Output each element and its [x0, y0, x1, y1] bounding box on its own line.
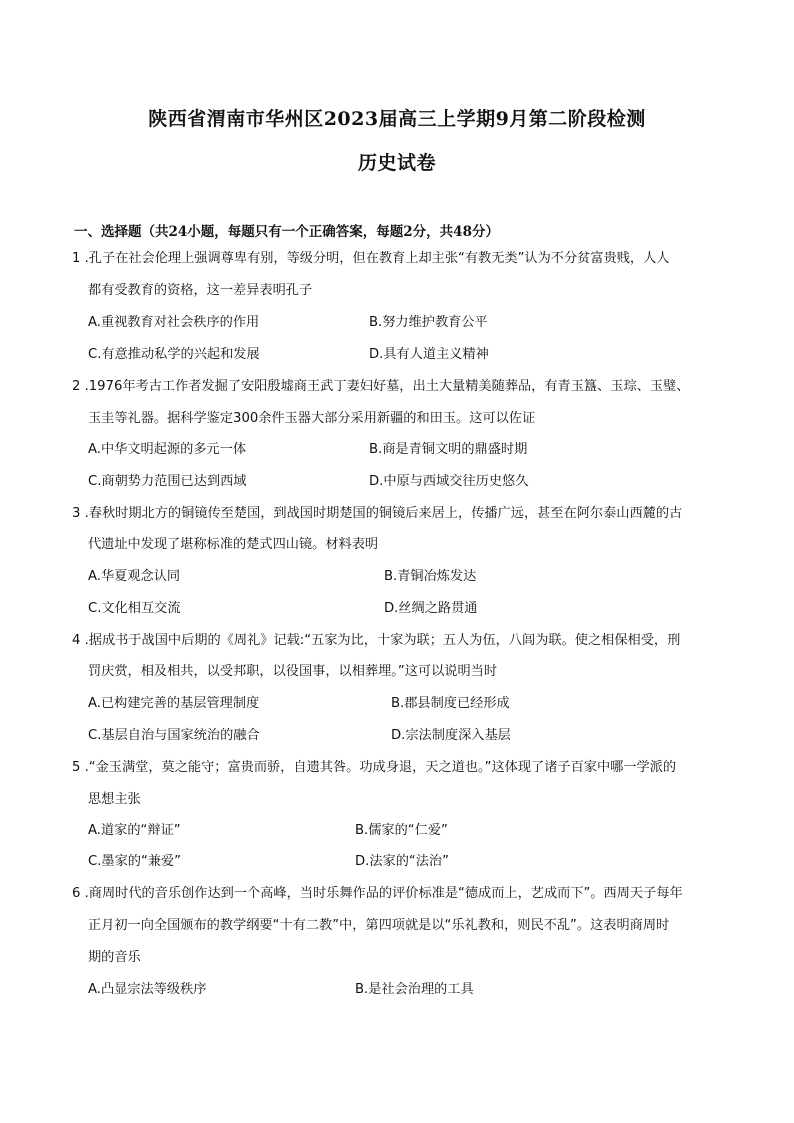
option-c: C.墨家的“兼爱” — [88, 854, 182, 869]
option-c: C.有意推动私学的兴起和发展 — [88, 347, 260, 362]
option-a: A.华夏观念认同 — [88, 569, 181, 584]
option-d: D.具有人道主义精神 — [369, 347, 489, 362]
question-stem-line: 罚庆赏，相及相共，以受邦职，以役国事，以相葬埋。”这可以说明当时 — [88, 664, 498, 679]
question-stem-line: 玉圭等礼器。据科学鉴定300余件玉器大部分采用新疆的和田玉。这可以佐证 — [88, 411, 536, 426]
question-stem-line: 代遗址中发现了堪称标准的楚式四山镜。材料表明 — [88, 537, 379, 552]
option-b: B.商是青铜文明的鼎盛时期 — [369, 442, 528, 457]
question-stem-line: 5 .“金玉满堂，莫之能守；富贵而骄，自遗其咎。功成身退，天之道也。”这体现了诸子百家中哪一学派的 — [72, 760, 677, 775]
option-c: C.文化相互交流 — [88, 601, 181, 616]
question-stem-line: 正月初一向全国颁布的教学纲要“十有二教”中，第四项就是以“乐礼教和，则民不乱”。这表明商周时 — [88, 918, 670, 933]
question-stem-line: 思想主张 — [88, 792, 141, 807]
document-subtitle: 历史试卷 — [357, 152, 436, 174]
question-stem-line: 2 .1976年考古工作者发掘了安阳殷墟商王武丁妻妇好墓，出土大量精美随葬品，有青玉簋、玉琮、玉璧、 — [72, 379, 690, 394]
option-d: D.法家的“法治” — [355, 854, 449, 869]
question-stem-line: 3 .春秋时期北方的铜镜传至楚国，到战国时期楚国的铜镜后来居上，传播广远，甚至在阿尔泰山西麓的古 — [72, 506, 683, 521]
option-a: A.道家的“辩证” — [88, 823, 181, 838]
option-d: D.中原与西域交往历史悠久 — [369, 474, 529, 489]
option-b: B.努力维护教育公平 — [369, 315, 488, 330]
question-stem-line: 4 .据成书于战国中后期的《周礼》记载:“五家为比，十家为联；五人为伍，八闾为联。使之相保相受，刑 — [72, 633, 681, 648]
option-c: C.基层自治与国家统治的融合 — [88, 728, 260, 743]
option-a: A.凸显宗法等级秩序 — [88, 982, 207, 997]
question-stem-line: 期的音乐 — [88, 950, 141, 965]
option-b: B.是社会治理的工具 — [355, 982, 474, 997]
document-title: 陕西省渭南市华州区2023届高三上学期9月第二阶段检测 — [148, 108, 646, 130]
option-a: A.已构建完善的基层管理制度 — [88, 696, 260, 711]
option-b: B.郡县制度已经形成 — [391, 696, 510, 711]
option-a: A.重视教育对社会秩序的作用 — [88, 315, 260, 330]
option-b: B.儒家的“仁爱” — [355, 823, 448, 838]
option-d: D.丝绸之路贯通 — [384, 601, 478, 616]
option-c: C.商朝势力范围已达到西域 — [88, 474, 247, 489]
section-heading: 一、选择题（共24小题，每题只有一个正确答案，每题2分，共48分） — [74, 224, 499, 240]
question-stem-line: 都有受教育的资格，这一差异表明孔子 — [88, 283, 313, 298]
option-a: A.中华文明起源的多元一体 — [88, 442, 247, 457]
option-b: B.青铜冶炼发达 — [384, 569, 477, 584]
question-stem-line: 6 .商周时代的音乐创作达到一个高峰，当时乐舞作品的评价标准是“德成而上，艺成而下”。西周天子每年 — [72, 886, 683, 901]
question-stem-line: 1 .孔子在社会伦理上强调尊卑有别，等级分明，但在教育上却主张“有教无类”认为不分贫富贵贱，人人 — [72, 251, 670, 266]
option-d: D.宗法制度深入基层 — [391, 728, 511, 743]
